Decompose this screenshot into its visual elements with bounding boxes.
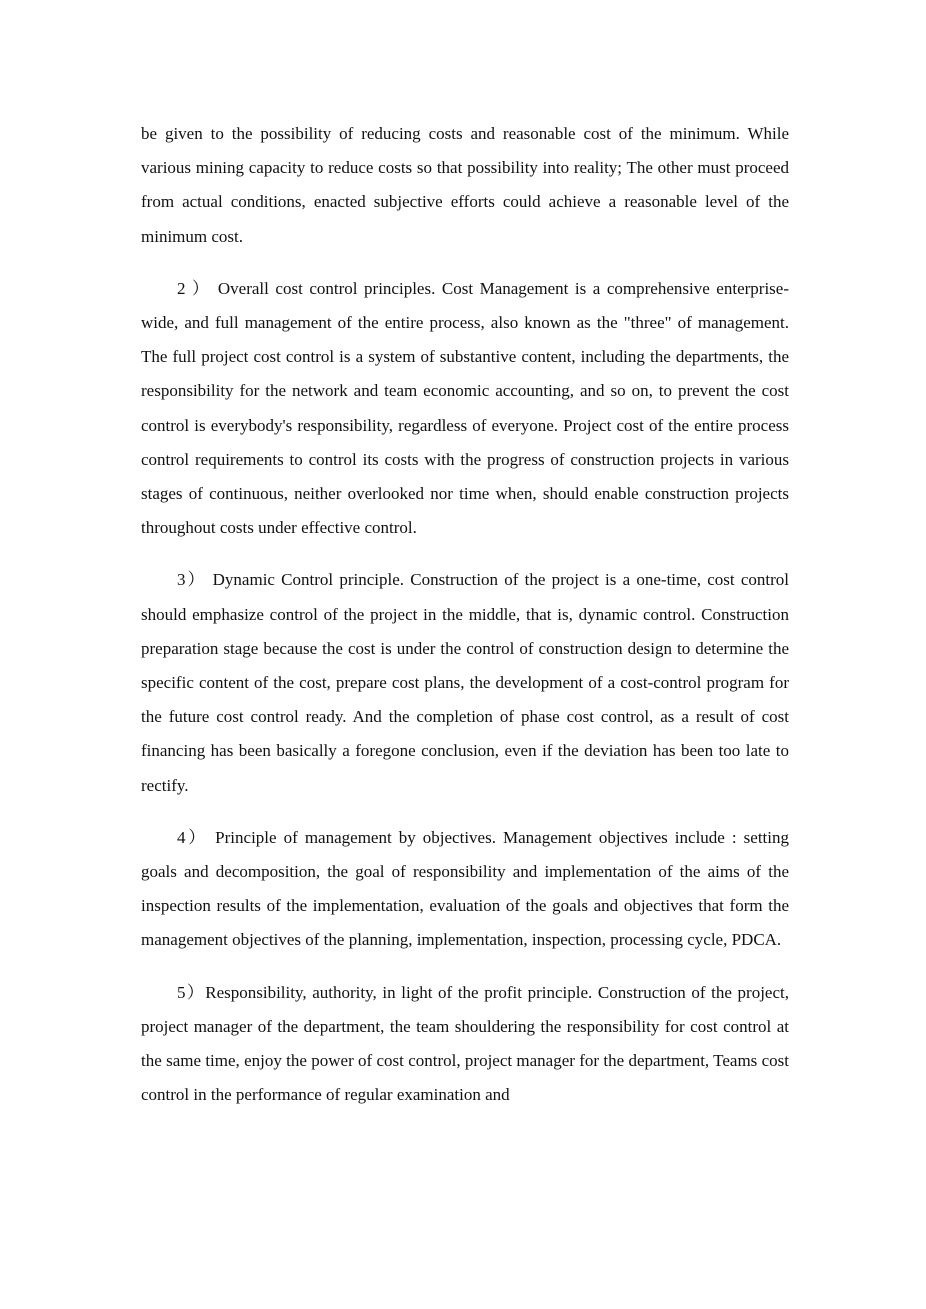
paragraph-text: Overall cost control principles. Cost Management is a comprehensive enterprise-wide, and full management of the entire process, also known as the "three" of management. The full project cost control is a system of substantive content, including the departments, the responsibility for the network and team economic accounting, and so on, to prevent the cost control is everybody's responsibility, regardless of everyone. Project cost of the entire process control requirements to control its costs with the progress of construction projects in various stages of continuous, neither overlooked nor time when, should enable construction projects throughout costs under effective control.	[141, 278, 789, 538]
paragraph-text: Principle of management by objectives. Management objectives include : setting goals and decomposition, the goal of responsibility and implementation of the aims of the inspection results of the implementation, evaluation of the goals and objectives that form the management objectives of the planning, implementation, inspection, processing cycle, PDCA.	[141, 827, 790, 950]
list-marker: 3）	[177, 570, 207, 590]
paragraph-responsibility-authority	[141, 976, 789, 1113]
list-marker: 5）	[177, 982, 206, 1002]
list-marker: 2 ）	[177, 278, 212, 298]
paragraph-overall-cost-control	[141, 272, 789, 546]
paragraph-text: Dynamic Control principle. Construction of the project is a one-time, cost control should emphasize control of the project in the middle, that is, dynamic control. Construction preparation stage because the cost is under the control of construction design to determine the specific content of the cost, prepare cost plans, the development of a cost-control program for the future cost control ready. And the completion of phase cost control, as a result of cost financing has been basically a foregone conclusion, even if the deviation has been too late to rectify.	[141, 570, 790, 795]
paragraph-continued	[141, 117, 789, 254]
body-text	[141, 117, 789, 1130]
paragraph-text: be given to the possibility of reducing costs and reasonable cost of the minimum. While various mining capacity to reduce costs so that possibility into reality; The other must proceed from actual conditions, enacted subjective efforts could achieve a reasonable level of the minimum cost.	[141, 124, 789, 246]
list-marker: 4）	[177, 827, 209, 847]
paragraph-dynamic-control	[141, 563, 789, 802]
paragraph-text: Responsibility, authority, in light of the profit principle. Construction of the project, project manager of the department, the team shouldering the responsibility for cost control at the same time, enjoy the power of cost control, project manager for the department, Teams cost control in the performance of regular examination and	[141, 982, 789, 1105]
paragraph-management-by-objectives	[141, 821, 789, 958]
